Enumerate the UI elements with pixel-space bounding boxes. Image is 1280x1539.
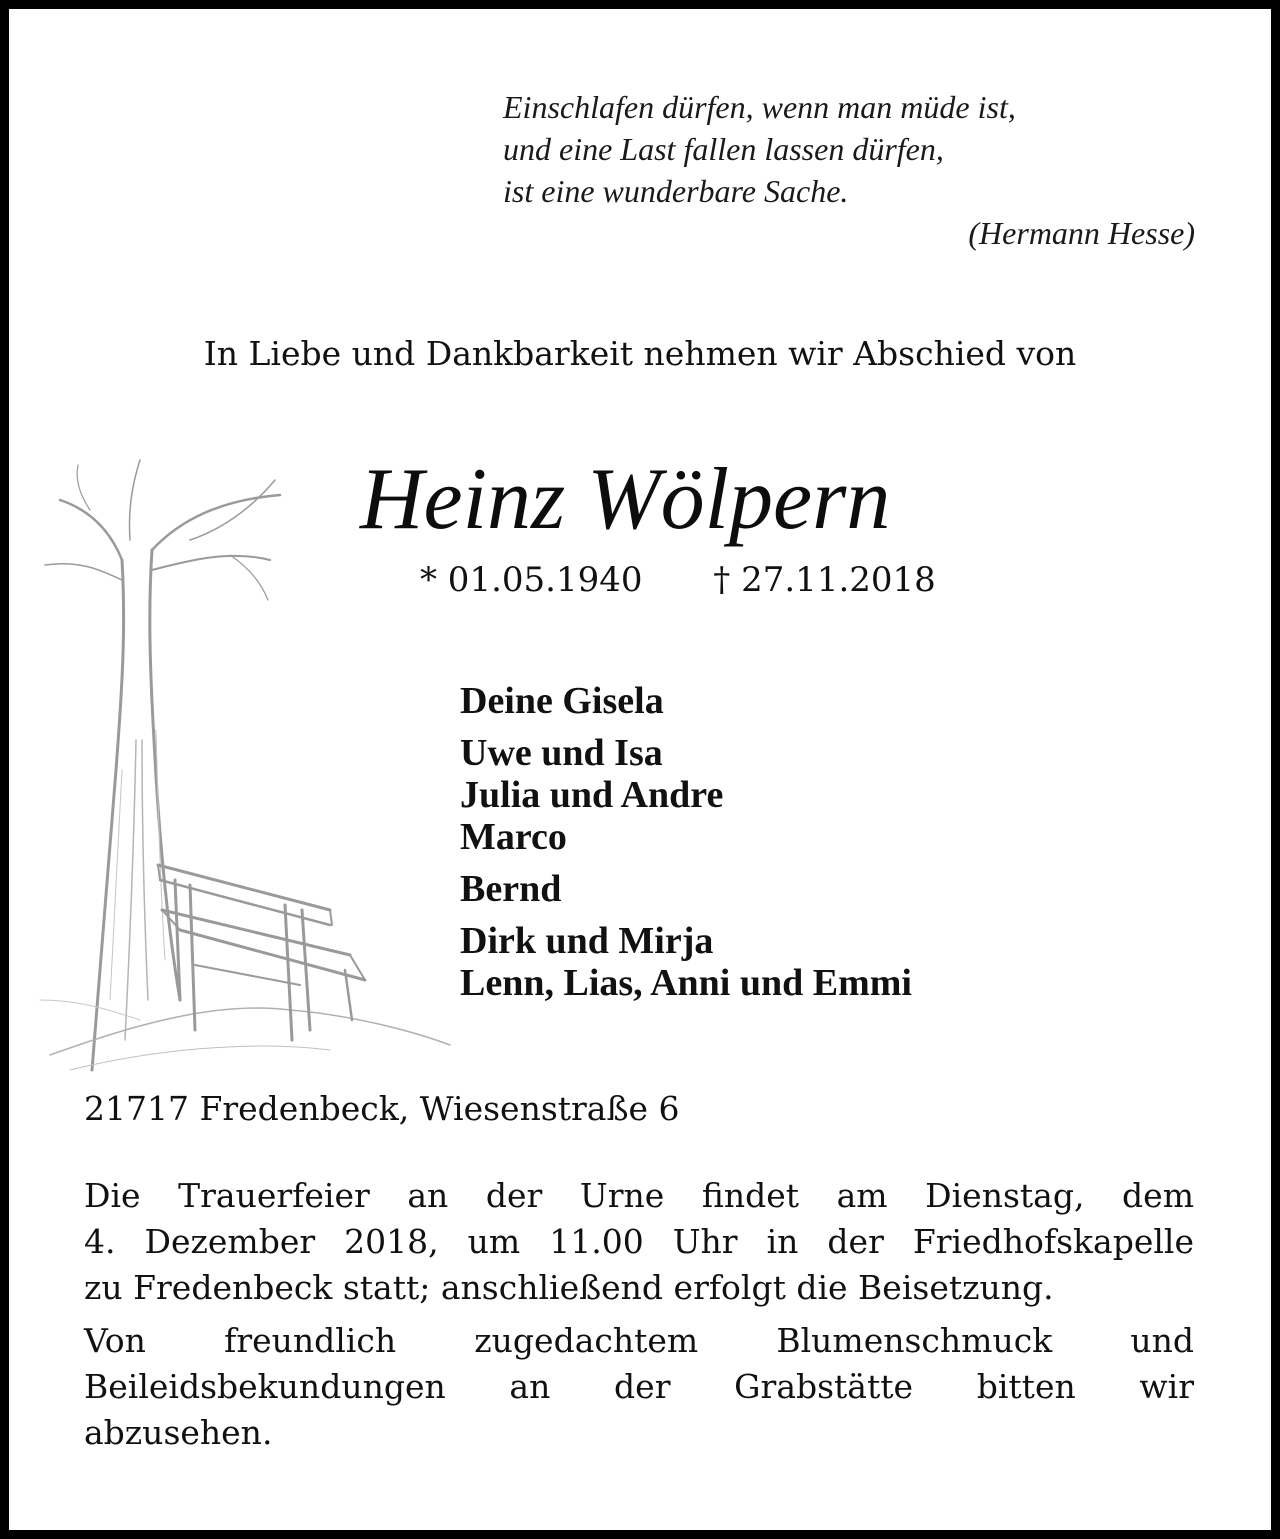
- family-member: Lenn, Lias, Anni und Emmi: [460, 962, 912, 1004]
- intro-text: In Liebe und Dankbarkeit nehmen wir Abschied von: [203, 334, 1077, 373]
- death-date: † 27.11.2018: [713, 560, 936, 600]
- quote-author: (Hermann Hesse): [968, 215, 1195, 251]
- quote-line: ist eine wunderbare Sache.: [503, 173, 849, 209]
- family-member: Uwe und Isa: [460, 732, 663, 774]
- family-group: [460, 868, 1080, 910]
- request-paragraph: [84, 1318, 1194, 1456]
- family-member: Bernd: [460, 868, 562, 910]
- life-dates: [420, 556, 1020, 604]
- quote-line: und eine Last fallen lassen dürfen,: [503, 131, 944, 167]
- ceremony-line: Die Trauerfeier an der Urne findet am Dienstag, dem: [84, 1176, 1194, 1215]
- ceremony-paragraph: [84, 1173, 1194, 1311]
- family-list: [460, 680, 1080, 1014]
- family-member: Marco: [460, 816, 567, 858]
- ceremony-line: 4. Dezember 2018, um 11.00 Uhr in der Friedhofskapelle: [84, 1222, 1194, 1261]
- quote-line: Einschlafen dürfen, wenn man müde ist,: [503, 89, 1016, 125]
- family-group: [460, 732, 1080, 858]
- family-group: [460, 920, 1080, 1004]
- address: 21717 Fredenbeck, Wiesenstraße 6: [84, 1089, 680, 1128]
- family-member: Dirk und Mirja: [460, 920, 714, 962]
- birth-date: * 01.05.1940: [420, 560, 643, 600]
- family-group: [460, 680, 1080, 722]
- hesse-quote: [503, 86, 1195, 254]
- family-member: Julia und Andre: [460, 774, 724, 816]
- deceased-name: Heinz Wölpern: [360, 451, 891, 548]
- request-line: Von freundlich zugedachtem Blumenschmuck und: [84, 1321, 1194, 1360]
- ceremony-line: zu Fredenbeck statt; anschließend erfolgt die Beisetzung.: [84, 1268, 1054, 1307]
- family-member: Deine Gisela: [460, 680, 664, 722]
- request-line: Beileidsbekundungen an der Grabstätte bitten wir: [84, 1367, 1194, 1406]
- request-line: abzusehen.: [84, 1413, 273, 1452]
